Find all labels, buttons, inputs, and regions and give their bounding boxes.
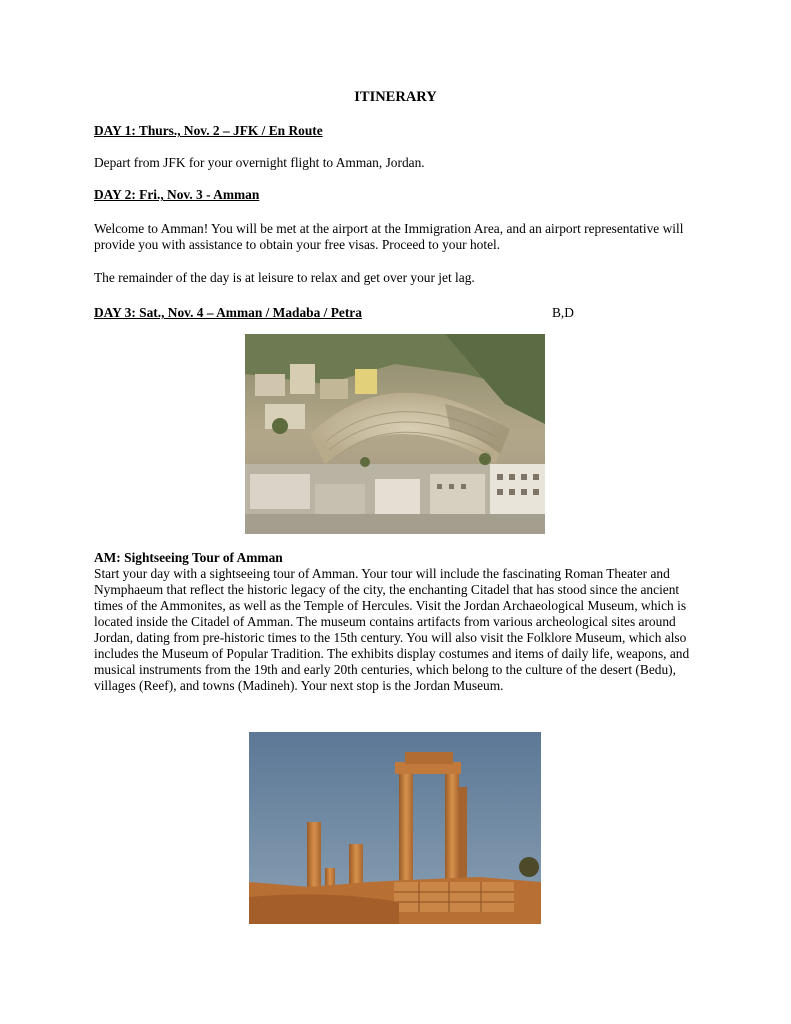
am-tour-text: Start your day with a sightseeing tour of Amman. Your tour will include the fascinating Roman Theater and Nymphaeum that reflect the historic legacy of the city, the enchanting Citadel that has stood since the ancient times of the Ammonites, as well as the Temple of Hercules. Visit the Jordan Archaeological Museum, which is located inside the Citadel of Amman. The museum contains artifacts from various archeological sites around Jordan, dating from pre-historic times to the 15th century. You will also visit the Folklore Museum, which also includes the Museum of Popular Tradition. The exhibits display costumes and items of daily life, weapons, and musical instruments from the 19th and early 20th centuries, which belong to the culture of the desert (Bedu), villages (Reef), and towns (Madineh). Your next stop is the Jordan Museum. bbox=[94, 566, 690, 693]
day3-heading: DAY 3: Sat., Nov. 4 – Amman / Madaba / Petra bbox=[94, 305, 362, 320]
day2-heading: DAY 2: Fri., Nov. 3 - Amman bbox=[94, 187, 260, 202]
temple-of-hercules-photo bbox=[249, 732, 541, 924]
meals-indicator: B,D bbox=[552, 305, 574, 320]
am-tour-section bbox=[94, 550, 704, 694]
roman-theater-photo bbox=[245, 334, 545, 534]
day2-text-1: Welcome to Amman! You will be met at the airport at the Immigration Area, and an airport representative will provide you with assistance to obtain your free visas. Proceed to your hotel. bbox=[94, 221, 684, 252]
page-title: ITINERARY bbox=[354, 89, 437, 105]
day1-text: Depart from JFK for your overnight flight to Amman, Jordan. bbox=[94, 155, 425, 170]
am-tour-heading: AM: Sightseeing Tour of Amman bbox=[94, 550, 283, 565]
day1-heading: DAY 1: Thurs., Nov. 2 – JFK / En Route bbox=[94, 123, 323, 138]
day2-text-2: The remainder of the day is at leisure to relax and get over your jet lag. bbox=[94, 270, 475, 285]
